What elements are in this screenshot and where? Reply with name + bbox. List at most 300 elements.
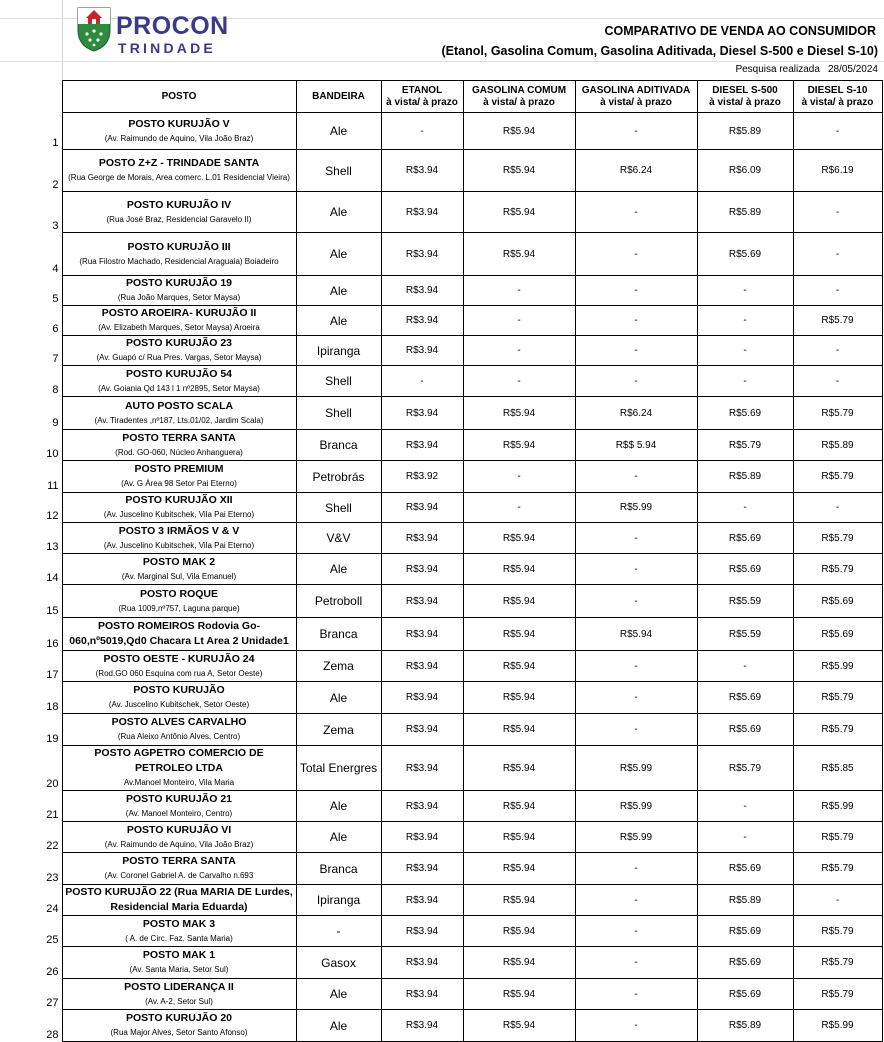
price-gasolina-comum: R$5.94 — [463, 916, 575, 947]
price-gasolina-aditivada: - — [575, 947, 697, 979]
flag-cell: Ale — [296, 682, 381, 714]
station-address: (Av. Raimundo de Aquino, Vila João Braz) — [104, 133, 254, 143]
table-row — [0, 822, 882, 853]
price-gasolina-aditivada: - — [575, 979, 697, 1010]
price-diesel-s500: R$5.79 — [697, 430, 793, 461]
flag-cell: Zema — [296, 651, 381, 682]
price-etanol: R$3.94 — [381, 493, 463, 523]
station-cell — [62, 682, 296, 714]
price-diesel-s10: - — [793, 276, 882, 306]
flag-cell: Gasox — [296, 947, 381, 979]
price-etanol: - — [381, 113, 463, 150]
price-diesel-s10: R$5.79 — [793, 554, 882, 585]
row-number: 16 — [0, 618, 62, 651]
station-address: (Av. Coronel Gabriel A. de Carvalho n.693 — [104, 871, 254, 880]
station-address: (Rua João Marques, Setor Maysa) — [117, 293, 241, 302]
table-row — [0, 397, 882, 430]
flag-cell: Ale — [296, 276, 381, 306]
row-number: 24 — [0, 885, 62, 916]
price-diesel-s500: - — [697, 651, 793, 682]
price-gasolina-comum: R$5.94 — [463, 523, 575, 554]
header-posto: POSTO — [62, 81, 296, 113]
price-gasolina-aditivada: R$5.99 — [575, 822, 697, 853]
header-diesel-s10-title: DIESEL S-10 — [807, 84, 868, 96]
price-etanol: R$3.94 — [381, 276, 463, 306]
price-diesel-s10: R$5.79 — [793, 397, 882, 430]
row-number: 10 — [0, 430, 62, 461]
table-row — [0, 682, 882, 714]
price-gasolina-comum: - — [463, 306, 575, 336]
price-diesel-s10: - — [793, 113, 882, 150]
station-address: (Av. Juscelino Kubitschek, Vila Pai Eterno) — [103, 510, 255, 519]
price-diesel-s10: - — [793, 493, 882, 523]
table-row — [0, 366, 882, 397]
price-etanol: R$3.94 — [381, 746, 463, 791]
row-number: 1 — [0, 113, 62, 150]
station-address: (Rua Aleixo Antônio Alves, Centro) — [117, 732, 241, 741]
price-comparison-table — [0, 80, 883, 1042]
table-row — [0, 276, 882, 306]
flag-cell: Ipiranga — [296, 885, 381, 916]
price-gasolina-aditivada: R$5.99 — [575, 791, 697, 822]
station-address: (Av. Juscelino Kubitschek, Setor Oeste) — [108, 700, 250, 709]
station-name: POSTO KURUJÃO 23 — [126, 337, 232, 349]
station-address: (Av. Raimundo de Aquino, Vila João Braz) — [104, 839, 254, 849]
price-diesel-s10: R$5.79 — [793, 461, 882, 493]
price-etanol: R$3.94 — [381, 192, 463, 233]
header-diesel-s10 — [793, 81, 882, 113]
station-address: (Av. A-2, Setor Sul) — [145, 996, 213, 1006]
station-name: POSTO KURUJÃO V — [128, 117, 230, 130]
station-cell — [62, 554, 296, 585]
price-gasolina-comum: R$5.94 — [463, 746, 575, 791]
row-number: 7 — [0, 336, 62, 366]
price-gasolina-comum: R$5.94 — [463, 651, 575, 682]
price-gasolina-aditivada: - — [575, 585, 697, 618]
table-body — [0, 113, 882, 1042]
price-gasolina-aditivada: R$5.94 — [575, 618, 697, 651]
table-row — [0, 746, 882, 791]
price-gasolina-comum: R$5.94 — [463, 1010, 575, 1042]
price-gasolina-aditivada: R$5.99 — [575, 746, 697, 791]
row-number: 23 — [0, 853, 62, 885]
station-address: (Av. Goiania Qd 143 l 1 nº2895, Setor Maysa) — [98, 383, 260, 393]
price-gasolina-aditivada: - — [575, 885, 697, 916]
header-etanol-title: ETANOL — [401, 84, 443, 96]
station-address: Av.Manoel Monteiro, Vila Maria — [123, 778, 235, 787]
price-diesel-s500: - — [697, 822, 793, 853]
flag-cell: Ale — [296, 192, 381, 233]
price-diesel-s500: R$5.69 — [697, 947, 793, 979]
header-gasolina-aditivada-title: GASOLINA ADITIVADA — [581, 84, 691, 96]
row-number: 4 — [0, 233, 62, 276]
table-row — [0, 523, 882, 554]
price-etanol: R$3.94 — [381, 554, 463, 585]
flag-cell: Ale — [296, 822, 381, 853]
header-diesel-s500-title: DIESEL S-500 — [712, 84, 778, 96]
flag-cell: Branca — [296, 430, 381, 461]
station-address: (Rua Major Alves, Setor Santo Afonso) — [110, 1028, 248, 1037]
price-diesel-s500: R$5.69 — [697, 523, 793, 554]
table-row — [0, 916, 882, 947]
station-name: POSTO KURUJÃO 21 — [126, 792, 232, 805]
price-gasolina-aditivada: - — [575, 306, 697, 336]
header-gasolina-comum — [463, 81, 575, 113]
station-name: POSTO LIDERANÇA II — [124, 980, 234, 993]
price-etanol: - — [381, 366, 463, 397]
station-cell — [62, 336, 296, 366]
price-gasolina-comum: R$5.94 — [463, 113, 575, 150]
price-etanol: R$3.94 — [381, 916, 463, 947]
row-number: 9 — [0, 397, 62, 430]
brand-procon: PROCON — [116, 12, 229, 40]
price-gasolina-comum: R$5.94 — [463, 885, 575, 916]
price-diesel-s500: R$5.69 — [697, 554, 793, 585]
header-etanol-sub: à vista/ à prazo — [386, 96, 458, 108]
station-cell — [62, 113, 296, 150]
station-cell — [62, 947, 296, 979]
station-address: (Av. Manoel Monteiro, Centro) — [125, 808, 233, 818]
price-gasolina-aditivada: R$6.24 — [575, 150, 697, 192]
station-name: POSTO KURUJÃO IV — [126, 198, 232, 211]
row-number: 21 — [0, 791, 62, 822]
grid-line — [62, 0, 63, 80]
row-number: 26 — [0, 947, 62, 979]
price-etanol: R$3.94 — [381, 853, 463, 885]
station-address: (Rua José Braz, Residencial Garavelo II) — [106, 214, 252, 224]
price-gasolina-comum: R$5.94 — [463, 853, 575, 885]
table-row — [0, 791, 882, 822]
price-diesel-s10: - — [793, 366, 882, 397]
price-etanol: R$3.94 — [381, 714, 463, 746]
table-row — [0, 113, 882, 150]
station-address: (Rua George de Morais, Area comerc. L.01 Residencial Vieira) — [68, 173, 290, 182]
price-gasolina-aditivada: - — [575, 192, 697, 233]
station-name: POSTO KURUJÃO 19 — [126, 277, 232, 289]
station-name: POSTO Z+Z - TRINDADE SANTA — [98, 157, 260, 169]
price-diesel-s10: R$5.79 — [793, 947, 882, 979]
station-name: POSTO PREMIUM — [134, 463, 224, 475]
price-diesel-s500: R$5.69 — [697, 916, 793, 947]
table-row — [0, 306, 882, 336]
row-number: 5 — [0, 276, 62, 306]
header-diesel-s500-sub: à vista/ à prazo — [709, 96, 781, 108]
station-cell — [62, 585, 296, 618]
station-cell — [62, 791, 296, 822]
price-gasolina-comum: R$5.94 — [463, 791, 575, 822]
station-cell — [62, 493, 296, 523]
price-etanol: R$3.94 — [381, 150, 463, 192]
row-number: 13 — [0, 523, 62, 554]
station-address: (Rod.GO 060 Esquina com rua A, Setor Oeste) — [95, 668, 263, 678]
price-diesel-s500: R$5.69 — [697, 233, 793, 276]
station-cell — [62, 306, 296, 336]
station-address: (Rua 1009,nº757, Laguna parque) — [118, 603, 240, 613]
station-cell — [62, 651, 296, 682]
price-diesel-s500: R$5.89 — [697, 885, 793, 916]
station-cell — [62, 1010, 296, 1042]
table-row — [0, 853, 882, 885]
flag-cell: - — [296, 916, 381, 947]
price-diesel-s10: - — [793, 885, 882, 916]
header-gasolina-comum-title: GASOLINA COMUM — [471, 84, 567, 96]
station-name: POSTO 3 IRMÃOS V & V — [118, 524, 240, 537]
station-cell — [62, 150, 296, 192]
price-diesel-s500: R$5.79 — [697, 746, 793, 791]
table-row — [0, 651, 882, 682]
header-etanol — [381, 81, 463, 113]
flag-cell: Ale — [296, 554, 381, 585]
price-gasolina-comum: R$5.94 — [463, 618, 575, 651]
brand-trindade: TRINDADE — [118, 40, 216, 56]
station-name: POSTO ROQUE — [140, 587, 218, 600]
price-gasolina-aditivada: - — [575, 1010, 697, 1042]
price-diesel-s10: R$5.79 — [793, 853, 882, 885]
table-row — [0, 618, 882, 651]
flag-cell: Ipiranga — [296, 336, 381, 366]
header-gasolina-aditivada-sub: à vista/ à prazo — [600, 96, 672, 108]
price-etanol: R$3.94 — [381, 947, 463, 979]
report-subtitle: (Etanol, Gasolina Comum, Gasolina Aditivada, Diesel S-500 e Diesel S-10) — [441, 44, 878, 58]
station-address: (Av. Marginal Sul, Vila Emanuel) — [121, 571, 237, 581]
flag-cell: Petrobrás — [296, 461, 381, 493]
price-diesel-s500: R$5.69 — [697, 853, 793, 885]
station-name: POSTO ROMEIROS Rodovia Go-060,nº5019,Qd0 Chacara Lt Area 2 Unidade1 — [69, 620, 289, 647]
price-gasolina-comum: R$5.94 — [463, 682, 575, 714]
price-diesel-s10: R$5.79 — [793, 523, 882, 554]
survey-info — [727, 64, 878, 75]
station-name: POSTO KURUJÃO 54 — [126, 367, 232, 380]
price-diesel-s500: - — [697, 336, 793, 366]
price-gasolina-comum: R$5.94 — [463, 192, 575, 233]
report-title: COMPARATIVO DE VENDA AO CONSUMIDOR — [604, 24, 876, 38]
price-diesel-s10: R$5.79 — [793, 682, 882, 714]
station-name: AUTO POSTO SCALA — [124, 399, 234, 412]
flag-cell: Ale — [296, 979, 381, 1010]
price-gasolina-aditivada: - — [575, 682, 697, 714]
station-address: (Av. Santa Maria, Setor Sul) — [129, 965, 229, 974]
table-row — [0, 1010, 882, 1042]
table-row — [0, 714, 882, 746]
station-address: (Av. G Área 98 Setor Pai Eterno) — [121, 479, 237, 488]
header-bandeira: BANDEIRA — [296, 81, 381, 113]
price-gasolina-aditivada: - — [575, 651, 697, 682]
station-cell — [62, 461, 296, 493]
price-diesel-s500: R$5.59 — [697, 618, 793, 651]
price-etanol: R$3.92 — [381, 461, 463, 493]
station-cell — [62, 430, 296, 461]
table-row — [0, 979, 882, 1010]
price-diesel-s500: R$5.69 — [697, 397, 793, 430]
station-address: (Av. Guapó c/ Rua Pres. Vargas, Setor Maysa) — [96, 353, 262, 362]
grid-line — [0, 61, 884, 62]
price-gasolina-comum: R$5.94 — [463, 585, 575, 618]
price-diesel-s500: R$6.09 — [697, 150, 793, 192]
price-gasolina-comum: R$5.94 — [463, 233, 575, 276]
price-diesel-s10: R$5.79 — [793, 714, 882, 746]
station-cell — [62, 366, 296, 397]
price-gasolina-aditivada: - — [575, 916, 697, 947]
station-address: (Rod. GO-060, Núcleo Anhanguera) — [115, 447, 243, 457]
price-gasolina-aditivada: - — [575, 366, 697, 397]
header-diesel-s10-sub: à vista/ à prazo — [801, 96, 874, 108]
table-header-row — [0, 81, 882, 113]
station-cell — [62, 979, 296, 1010]
station-name: POSTO MAK 3 — [142, 917, 216, 930]
price-diesel-s10: R$5.79 — [793, 979, 882, 1010]
table-row — [0, 233, 882, 276]
station-cell — [62, 192, 296, 233]
flag-cell: Ale — [296, 1010, 381, 1042]
price-etanol: R$3.94 — [381, 430, 463, 461]
row-number: 11 — [0, 461, 62, 493]
price-gasolina-aditivada: R$5.99 — [575, 493, 697, 523]
row-number: 12 — [0, 493, 62, 523]
table-row — [0, 150, 882, 192]
station-address: (Av. Juscelino Kubitschek, Vila Pai Eterno) — [103, 540, 255, 550]
price-diesel-s10: R$5.69 — [793, 618, 882, 651]
row-number: 28 — [0, 1010, 62, 1042]
station-name: POSTO AROEIRA- KURUJÃO II — [101, 307, 257, 319]
price-etanol: R$3.94 — [381, 1010, 463, 1042]
row-number: 15 — [0, 585, 62, 618]
price-gasolina-aditivada: - — [575, 461, 697, 493]
header-gasolina-comum-sub: à vista/ à prazo — [483, 96, 555, 108]
table-row — [0, 947, 882, 979]
table-row — [0, 885, 882, 916]
station-cell — [62, 746, 296, 791]
station-name: POSTO KURUJÃO — [133, 684, 225, 696]
price-diesel-s10: - — [793, 192, 882, 233]
flag-cell: Branca — [296, 853, 381, 885]
price-gasolina-aditivada: - — [575, 233, 697, 276]
price-gasolina-comum: R$5.94 — [463, 397, 575, 430]
price-diesel-s500: - — [697, 276, 793, 306]
price-diesel-s10: R$6.19 — [793, 150, 882, 192]
price-etanol: R$3.94 — [381, 979, 463, 1010]
price-diesel-s500: R$5.69 — [697, 714, 793, 746]
price-etanol: R$3.94 — [381, 233, 463, 276]
station-cell — [62, 822, 296, 853]
flag-cell: V&V — [296, 523, 381, 554]
table-row — [0, 493, 882, 523]
price-etanol: R$3.94 — [381, 885, 463, 916]
price-gasolina-comum: R$5.94 — [463, 947, 575, 979]
price-gasolina-comum: R$5.94 — [463, 150, 575, 192]
price-gasolina-aditivada: - — [575, 554, 697, 585]
survey-label: Pesquisa realizada — [735, 64, 820, 75]
price-diesel-s10: R$5.69 — [793, 585, 882, 618]
price-diesel-s500: - — [697, 306, 793, 336]
price-etanol: R$3.94 — [381, 397, 463, 430]
station-name: POSTO KURUJÃO XII — [125, 494, 233, 506]
price-diesel-s10: - — [793, 233, 882, 276]
station-name: POSTO TERRA SANTA — [122, 431, 236, 444]
procon-shield-logo — [76, 6, 112, 52]
price-diesel-s10: R$5.99 — [793, 651, 882, 682]
flag-cell: Shell — [296, 366, 381, 397]
price-diesel-s500: R$5.69 — [697, 682, 793, 714]
flag-cell: Shell — [296, 397, 381, 430]
price-gasolina-aditivada: R$6.24 — [575, 397, 697, 430]
table-row — [0, 430, 882, 461]
price-diesel-s500: R$5.69 — [697, 979, 793, 1010]
row-number: 27 — [0, 979, 62, 1010]
price-gasolina-comum: - — [463, 366, 575, 397]
price-diesel-s10: R$5.99 — [793, 791, 882, 822]
survey-date: 28/05/2024 — [827, 64, 878, 75]
price-gasolina-aditivada: - — [575, 113, 697, 150]
price-gasolina-aditivada: - — [575, 714, 697, 746]
station-name: POSTO KURUJÃO 20 — [126, 1012, 232, 1024]
table-row — [0, 585, 882, 618]
station-name: POSTO KURUJÃO III — [127, 240, 231, 253]
row-number: 20 — [0, 746, 62, 791]
station-cell — [62, 618, 296, 651]
price-gasolina-aditivada: R$$ 5.94 — [575, 430, 697, 461]
flag-cell: Zema — [296, 714, 381, 746]
flag-cell: Ale — [296, 306, 381, 336]
station-address: (Av. Elizabeth Marques, Setor Maysa) Aroeira — [98, 323, 260, 332]
flag-cell: Total Energres — [296, 746, 381, 791]
price-etanol: R$3.94 — [381, 523, 463, 554]
flag-cell: Shell — [296, 150, 381, 192]
price-gasolina-comum: - — [463, 276, 575, 306]
station-name: POSTO KURUJÃO VI — [126, 823, 232, 836]
station-cell — [62, 853, 296, 885]
station-name: POSTO MAK 1 — [142, 949, 216, 961]
price-etanol: R$3.94 — [381, 822, 463, 853]
price-diesel-s500: - — [697, 493, 793, 523]
price-etanol: R$3.94 — [381, 336, 463, 366]
row-number: 18 — [0, 682, 62, 714]
station-cell — [62, 523, 296, 554]
price-diesel-s10: R$5.99 — [793, 1010, 882, 1042]
station-cell — [62, 233, 296, 276]
price-diesel-s500: - — [697, 366, 793, 397]
station-address: (Av. Tiradentes ,nº187, Lts.01/02, Jardim Scala) — [94, 415, 264, 425]
station-cell — [62, 916, 296, 947]
price-diesel-s500: - — [697, 791, 793, 822]
row-number: 8 — [0, 366, 62, 397]
price-gasolina-comum: - — [463, 461, 575, 493]
header-gasolina-aditivada — [575, 81, 697, 113]
price-diesel-s500: R$5.59 — [697, 585, 793, 618]
price-gasolina-comum: - — [463, 493, 575, 523]
price-gasolina-comum: R$5.94 — [463, 822, 575, 853]
price-diesel-s10: R$5.79 — [793, 822, 882, 853]
price-gasolina-comum: R$5.94 — [463, 714, 575, 746]
row-number: 22 — [0, 822, 62, 853]
station-address: ( A. de Circ. Faz. Santa Maria) — [125, 933, 233, 943]
station-name: POSTO KURUJÃO 22 (Rua MARIA DE Lurdes, Residencial Maria Eduarda) — [65, 886, 293, 913]
price-gasolina-aditivada: - — [575, 853, 697, 885]
price-gasolina-comum: R$5.94 — [463, 554, 575, 585]
table-row — [0, 336, 882, 366]
flag-cell: Petroboll — [296, 585, 381, 618]
table-row — [0, 461, 882, 493]
price-gasolina-aditivada: - — [575, 336, 697, 366]
row-number: 25 — [0, 916, 62, 947]
header-index — [0, 81, 62, 113]
flag-cell: Ale — [296, 791, 381, 822]
price-gasolina-comum: - — [463, 336, 575, 366]
station-cell — [62, 276, 296, 306]
station-address: (Rua Filostro Machado, Residencial Araguaia) Boiadeiro — [79, 256, 279, 266]
station-name: POSTO OESTE - KURUJÃO 24 — [103, 652, 255, 665]
price-etanol: R$3.94 — [381, 651, 463, 682]
station-cell — [62, 714, 296, 746]
